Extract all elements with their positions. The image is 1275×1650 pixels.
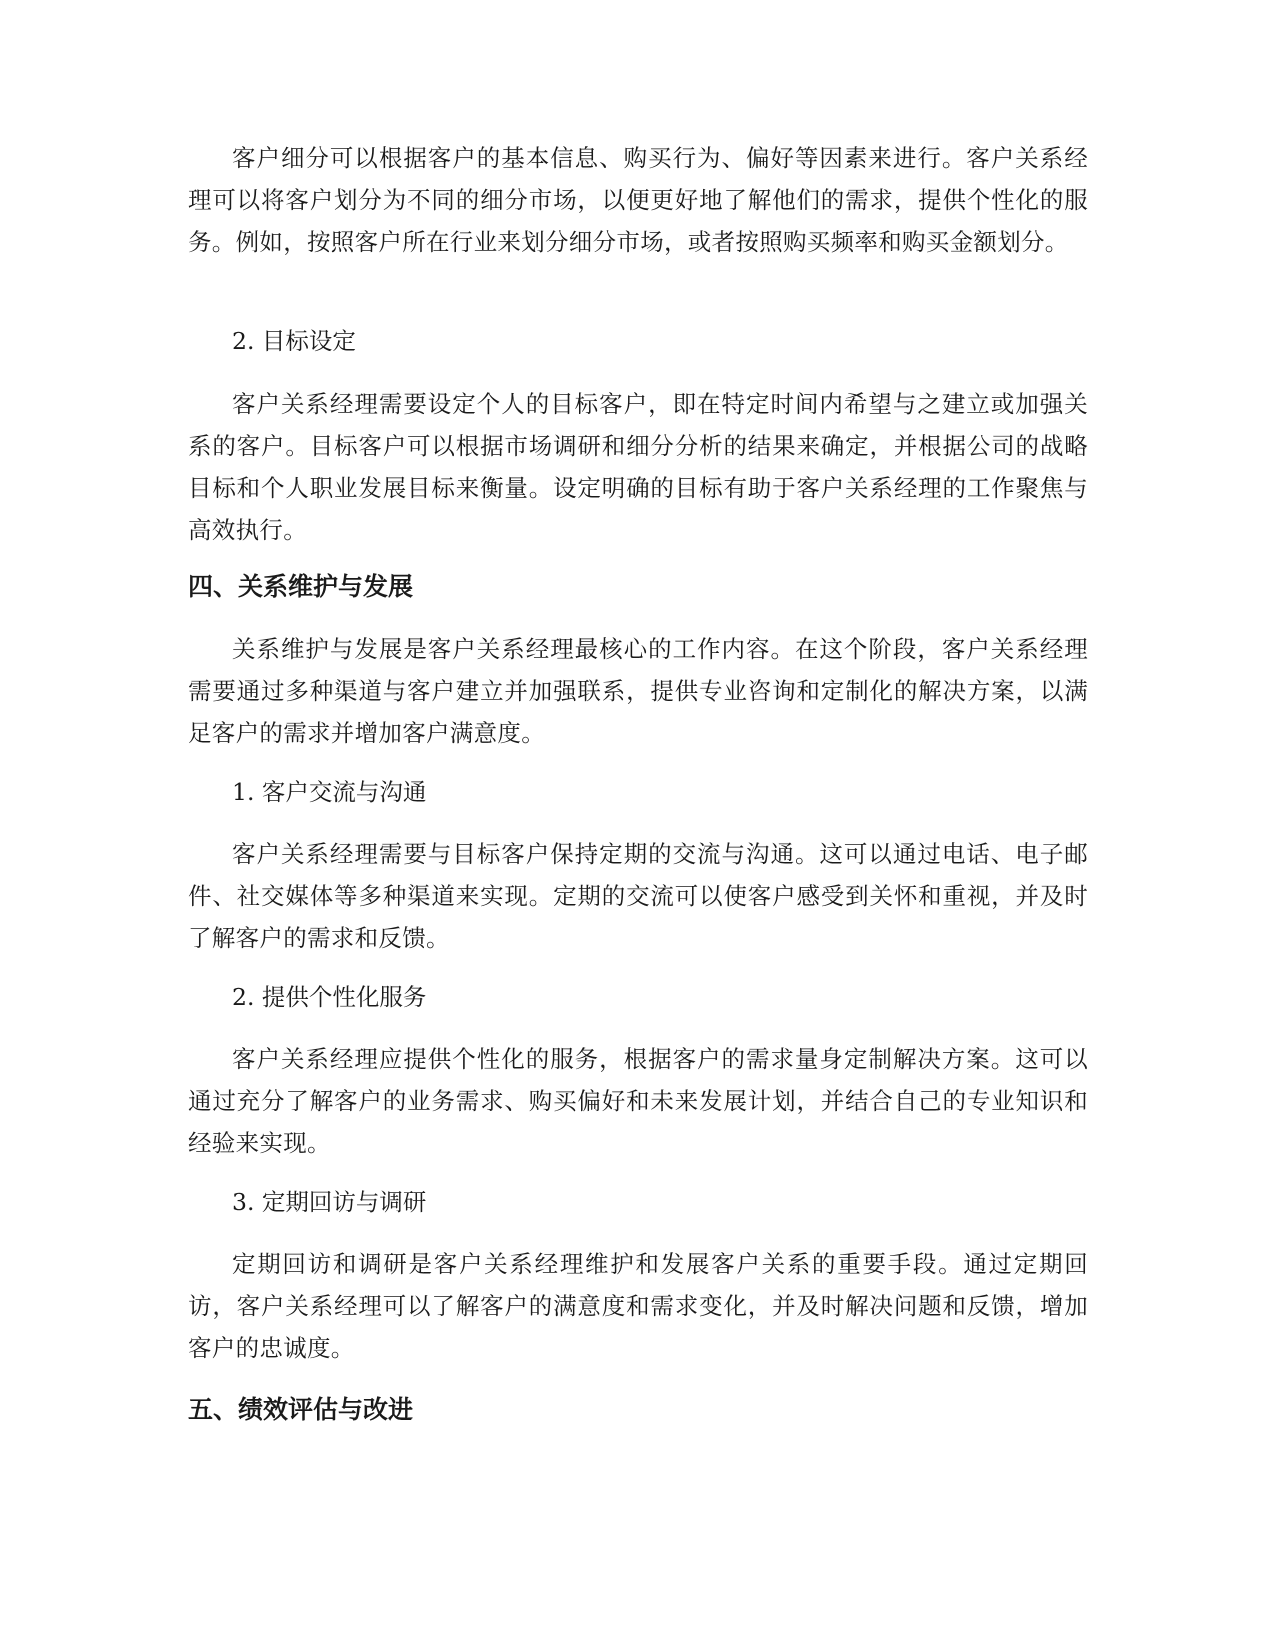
paragraph-customer-communication: 客户关系经理需要与目标客户保持定期的交流与沟通。这可以通过电话、电子邮件、社交媒体等多种渠道来实现。定期的交流可以使客户感受到关怀和重视，并及时了解客户的需求和反馈。 [188, 840, 1088, 952]
heading-section-five: 五、绩效评估与改进 [188, 1395, 414, 1424]
paragraph-relationship-maintenance: 关系维护与发展是客户关系经理最核心的工作内容。在这个阶段，客户关系经理需要通过多种渠道与客户建立并加强联系，提供专业咨询和定制化的解决方案，以满足客户的需求并增加客户满意度。 [188, 635, 1088, 747]
heading-section-four: 四、关系维护与发展 [188, 572, 414, 601]
paragraph-goal-setting: 客户关系经理需要设定个人的目标客户，即在特定时间内希望与之建立或加强关系的客户。目标客户可以根据市场调研和细分分析的结果来确定，并根据公司的战略目标和个人职业发展目标来衡量。设定明确的目标有助于客户关系经理的工作聚焦与高效执行。 [188, 390, 1088, 544]
subheading-regular-visits: 3. 定期回访与调研 [232, 1188, 427, 1216]
paragraph-regular-visits: 定期回访和调研是客户关系经理维护和发展客户关系的重要手段。通过定期回访，客户关系经理可以了解客户的满意度和需求变化，并及时解决问题和反馈，增加客户的忠诚度。 [188, 1250, 1088, 1362]
subheading-customer-communication: 1. 客户交流与沟通 [232, 778, 427, 806]
paragraph-personalized-service: 客户关系经理应提供个性化的服务，根据客户的需求量身定制解决方案。这可以通过充分了解客户的业务需求、购买偏好和未来发展计划，并结合自己的专业知识和经验来实现。 [188, 1045, 1088, 1157]
subheading-goal-setting: 2. 目标设定 [232, 327, 356, 355]
subheading-personalized-service: 2. 提供个性化服务 [232, 983, 427, 1011]
paragraph-customer-segmentation: 客户细分可以根据客户的基本信息、购买行为、偏好等因素来进行。客户关系经理可以将客户划分为不同的细分市场，以便更好地了解他们的需求，提供个性化的服务。例如，按照客户所在行业来划分细分市场，或者按照购买频率和购买金额划分。 [188, 144, 1088, 256]
